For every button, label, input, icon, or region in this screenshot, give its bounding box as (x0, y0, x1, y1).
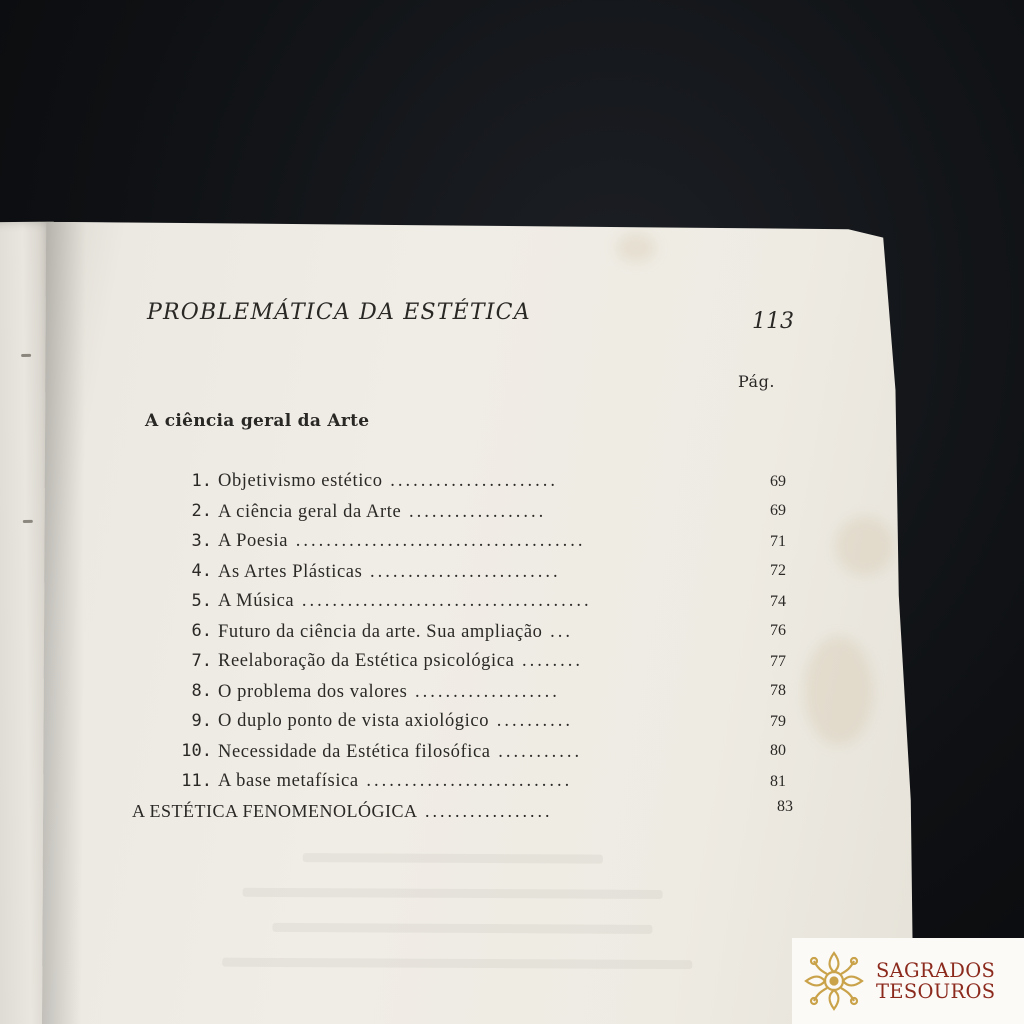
toc-entry-page: 76 (770, 622, 786, 639)
toc-entry-title: A ciência geral da Arte .................. (218, 502, 547, 522)
toc-final-entry-title: A ESTÉTICA FENOMENOLÓGICA ................. (132, 801, 553, 821)
toc-entry-page: 71 (770, 533, 786, 550)
toc-entry (160, 681, 800, 711)
toc-entry-title: O problema dos valores ................... (218, 682, 560, 702)
toc-entry-page: 78 (770, 682, 786, 699)
toc-entry (160, 471, 800, 501)
toc-entry-number: 5. (191, 591, 212, 611)
toc-entry (160, 621, 800, 651)
toc-entry-title: As Artes Plásticas ......................... (218, 562, 561, 582)
toc-entry-page: 79 (770, 713, 786, 730)
toc-entry-page: 72 (770, 562, 786, 579)
toc-entry-title: Futuro da ciência da arte. Sua ampliação ... (218, 622, 573, 642)
toc-entry-number: 2. (191, 501, 212, 521)
page-column-label: Pág. (738, 372, 775, 391)
toc-entry-page: 69 (770, 502, 786, 519)
bleed-through-text (222, 958, 692, 969)
toc-entry-page: 81 (770, 773, 786, 790)
table-of-contents (160, 471, 800, 801)
toc-entry-page: 80 (770, 742, 786, 759)
toc-entry-title: Necessidade da Estética filosófica ........... (218, 742, 583, 762)
paper-stain (616, 233, 656, 263)
ornament-icon (802, 949, 866, 1013)
toc-entry (160, 501, 800, 531)
toc-entry-page: 74 (770, 593, 786, 610)
toc-entry-number: 9. (191, 711, 212, 731)
toc-entry-title: Reelaboração da Estética psicológica ........ (218, 651, 584, 671)
toc-entry-number: 3. (191, 531, 212, 551)
toc-entry (160, 531, 800, 561)
toc-final-entry-page: 83 (777, 798, 793, 815)
binding-stitch (21, 354, 31, 357)
toc-entry-title: A Música ...................................... (218, 591, 592, 611)
watermark-line: TESOUROS (876, 980, 996, 1003)
toc-entry-number: 4. (191, 561, 212, 581)
toc-entry-number: 11. (181, 771, 212, 791)
binding-stitch (23, 520, 33, 523)
page-number: 113 (752, 309, 794, 334)
toc-entry (160, 711, 800, 741)
paper-stain (803, 636, 874, 746)
toc-entry-title: Objetivismo estético ...................... (218, 471, 558, 491)
toc-entry-page: 77 (770, 653, 786, 670)
toc-entry (160, 591, 800, 621)
toc-entry-title: O duplo ponto de vista axiológico .......... (218, 711, 573, 731)
bleed-through-text (272, 923, 652, 934)
watermark (792, 938, 1024, 1024)
bleed-through-text (243, 888, 663, 899)
toc-entry (160, 771, 800, 801)
section-title: A ciência geral da Arte (145, 411, 370, 431)
watermark-line: SAGRADOS (876, 959, 996, 982)
toc-entry-page: 69 (770, 473, 786, 490)
toc-entry-number: 10. (181, 741, 212, 761)
paper-stain (834, 516, 894, 576)
toc-entry (160, 741, 800, 771)
bleed-through-text (303, 853, 603, 864)
toc-final-entry (132, 798, 812, 831)
toc-entry-number: 8. (191, 681, 212, 701)
toc-entry (160, 561, 800, 591)
watermark-text (876, 960, 995, 1002)
running-head: PROBLEMÁTICA DA ESTÉTICA (147, 300, 531, 325)
toc-entry (160, 651, 800, 681)
toc-entry-number: 7. (191, 651, 212, 671)
toc-entry-title: A Poesia ...................................... (218, 531, 586, 551)
toc-entry-title: A base metafísica ........................... (218, 771, 573, 791)
toc-entry-number: 1. (191, 471, 212, 491)
toc-entry-number: 6. (191, 621, 212, 641)
